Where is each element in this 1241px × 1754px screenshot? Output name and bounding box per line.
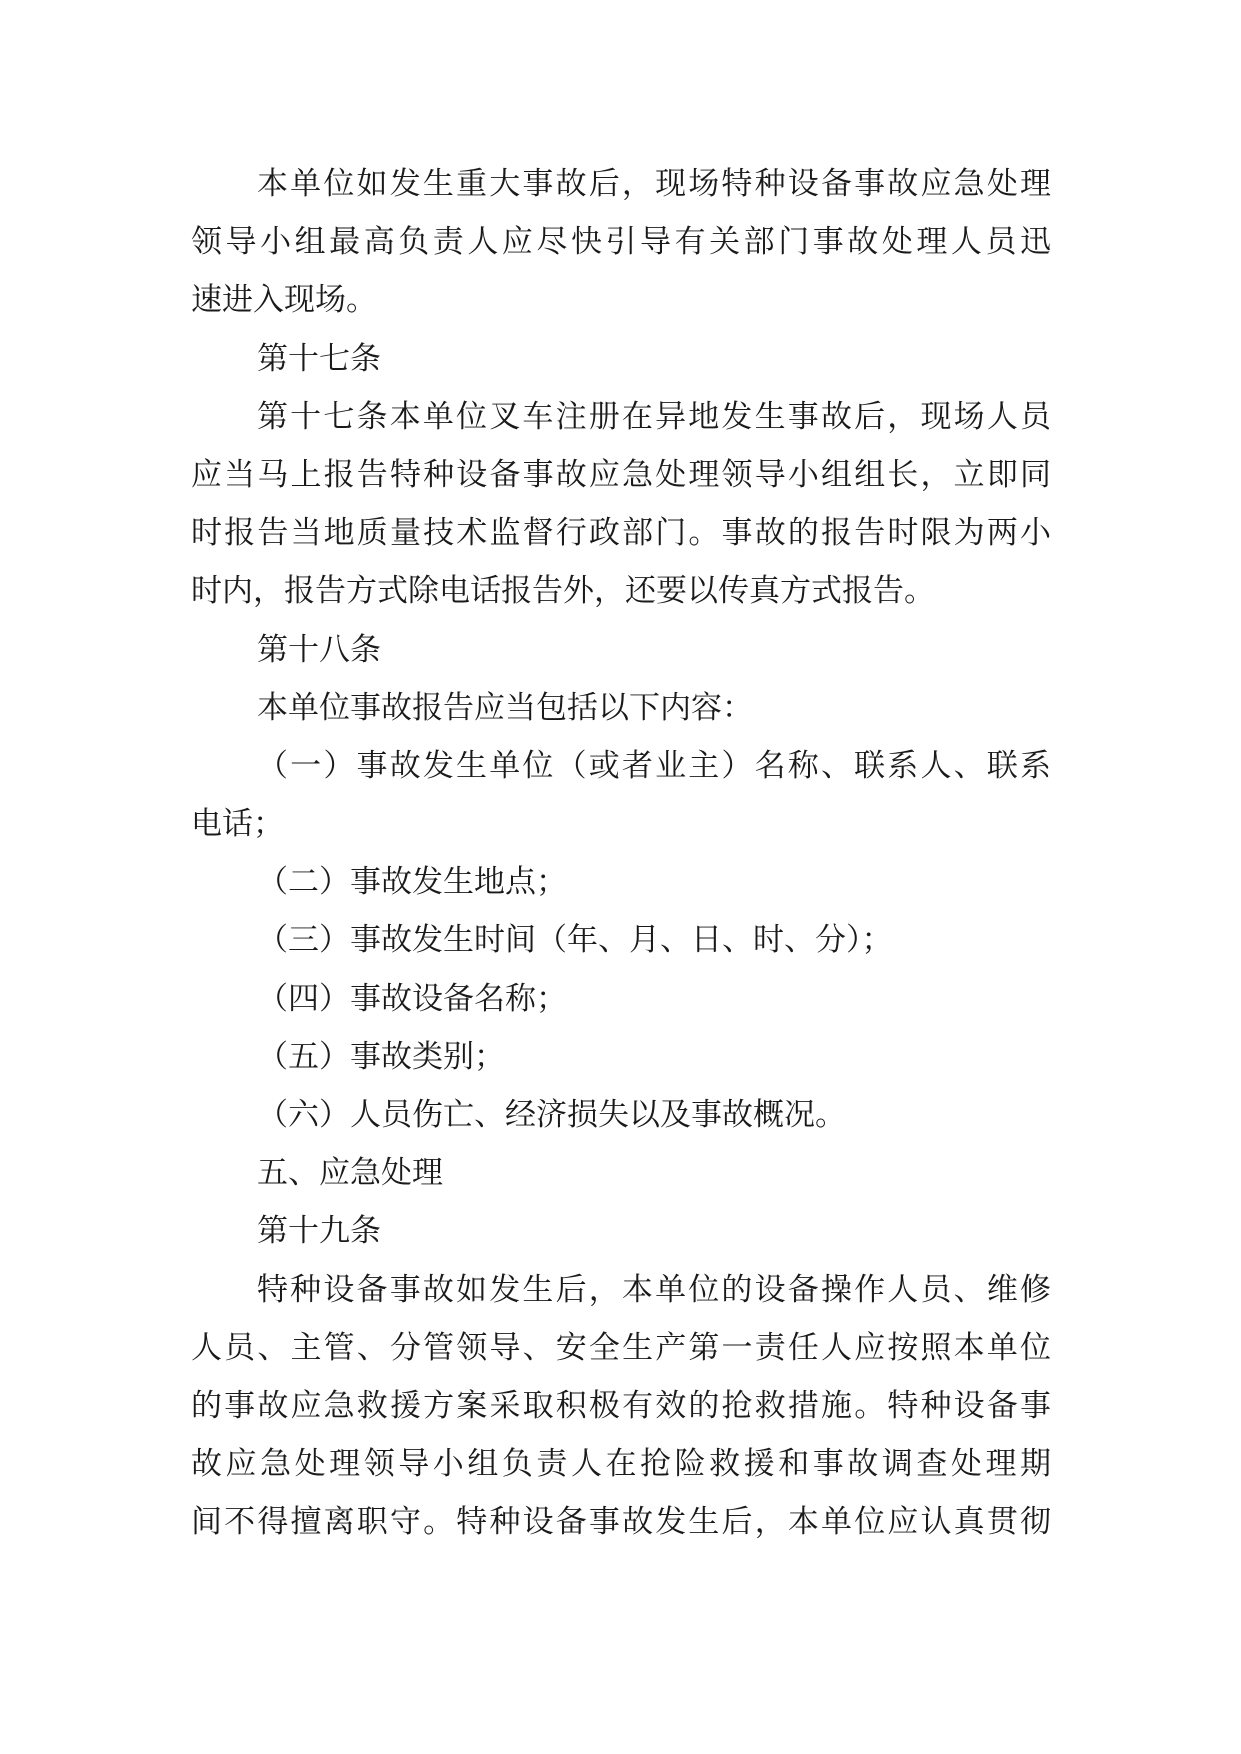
article-heading: 第十八条 [257, 631, 381, 668]
article-heading: 第十九条 [257, 1213, 381, 1250]
list-item: （二）事故发生地点； [257, 864, 567, 901]
paragraph-line: 领导小组最高负责人应尽快引导有关部门事故处理人员迅 [191, 224, 1051, 261]
paragraph-line: 故应急处理领导小组负责人在抢险救援和事故调查处理期 [191, 1446, 1051, 1483]
paragraph-line: 速进入现场。 [191, 282, 377, 319]
paragraph-line: 本单位事故报告应当包括以下内容： [257, 689, 753, 726]
paragraph-line: 时报告当地质量技术监督行政部门。事故的报告时限为两小 [191, 515, 1051, 552]
section-heading: 五、应急处理 [257, 1155, 443, 1192]
list-item: （五）事故类别； [257, 1038, 505, 1075]
paragraph-line: 特种设备事故如发生后，本单位的设备操作人员、维修 [257, 1271, 1051, 1308]
list-item: （四）事故设备名称； [257, 980, 567, 1017]
document-body [191, 155, 1051, 1552]
paragraph-line: 本单位如发生重大事故后，现场特种设备事故应急处理 [257, 166, 1051, 202]
paragraph-line: 间不得擅离职守。特种设备事故发生后，本单位应认真贯彻 [191, 1504, 1051, 1541]
article-heading: 第十七条 [257, 340, 381, 377]
paragraph-line: 时内，报告方式除电话报告外，还要以传真方式报告。 [191, 573, 935, 610]
paragraph-line: 第十七条本单位叉车注册在异地发生事故后，现场人员 [257, 398, 1051, 435]
paragraph-line: 人员、主管、分管领导、安全生产第一责任人应按照本单位 [191, 1329, 1051, 1366]
list-item: （六）人员伤亡、经济损失以及事故概况。 [257, 1097, 846, 1133]
list-item-continuation: 电话； [191, 806, 284, 843]
list-item: （三）事故发生时间（年、月、日、时、分）； [257, 922, 893, 959]
paragraph-line: 的事故应急救援方案采取积极有效的抢救措施。特种设备事 [191, 1387, 1051, 1424]
list-item: （一）事故发生单位（或者业主）名称、联系人、联系 [257, 747, 1051, 784]
paragraph-line: 应当马上报告特种设备事故应急处理领导小组组长，立即同 [191, 456, 1051, 493]
